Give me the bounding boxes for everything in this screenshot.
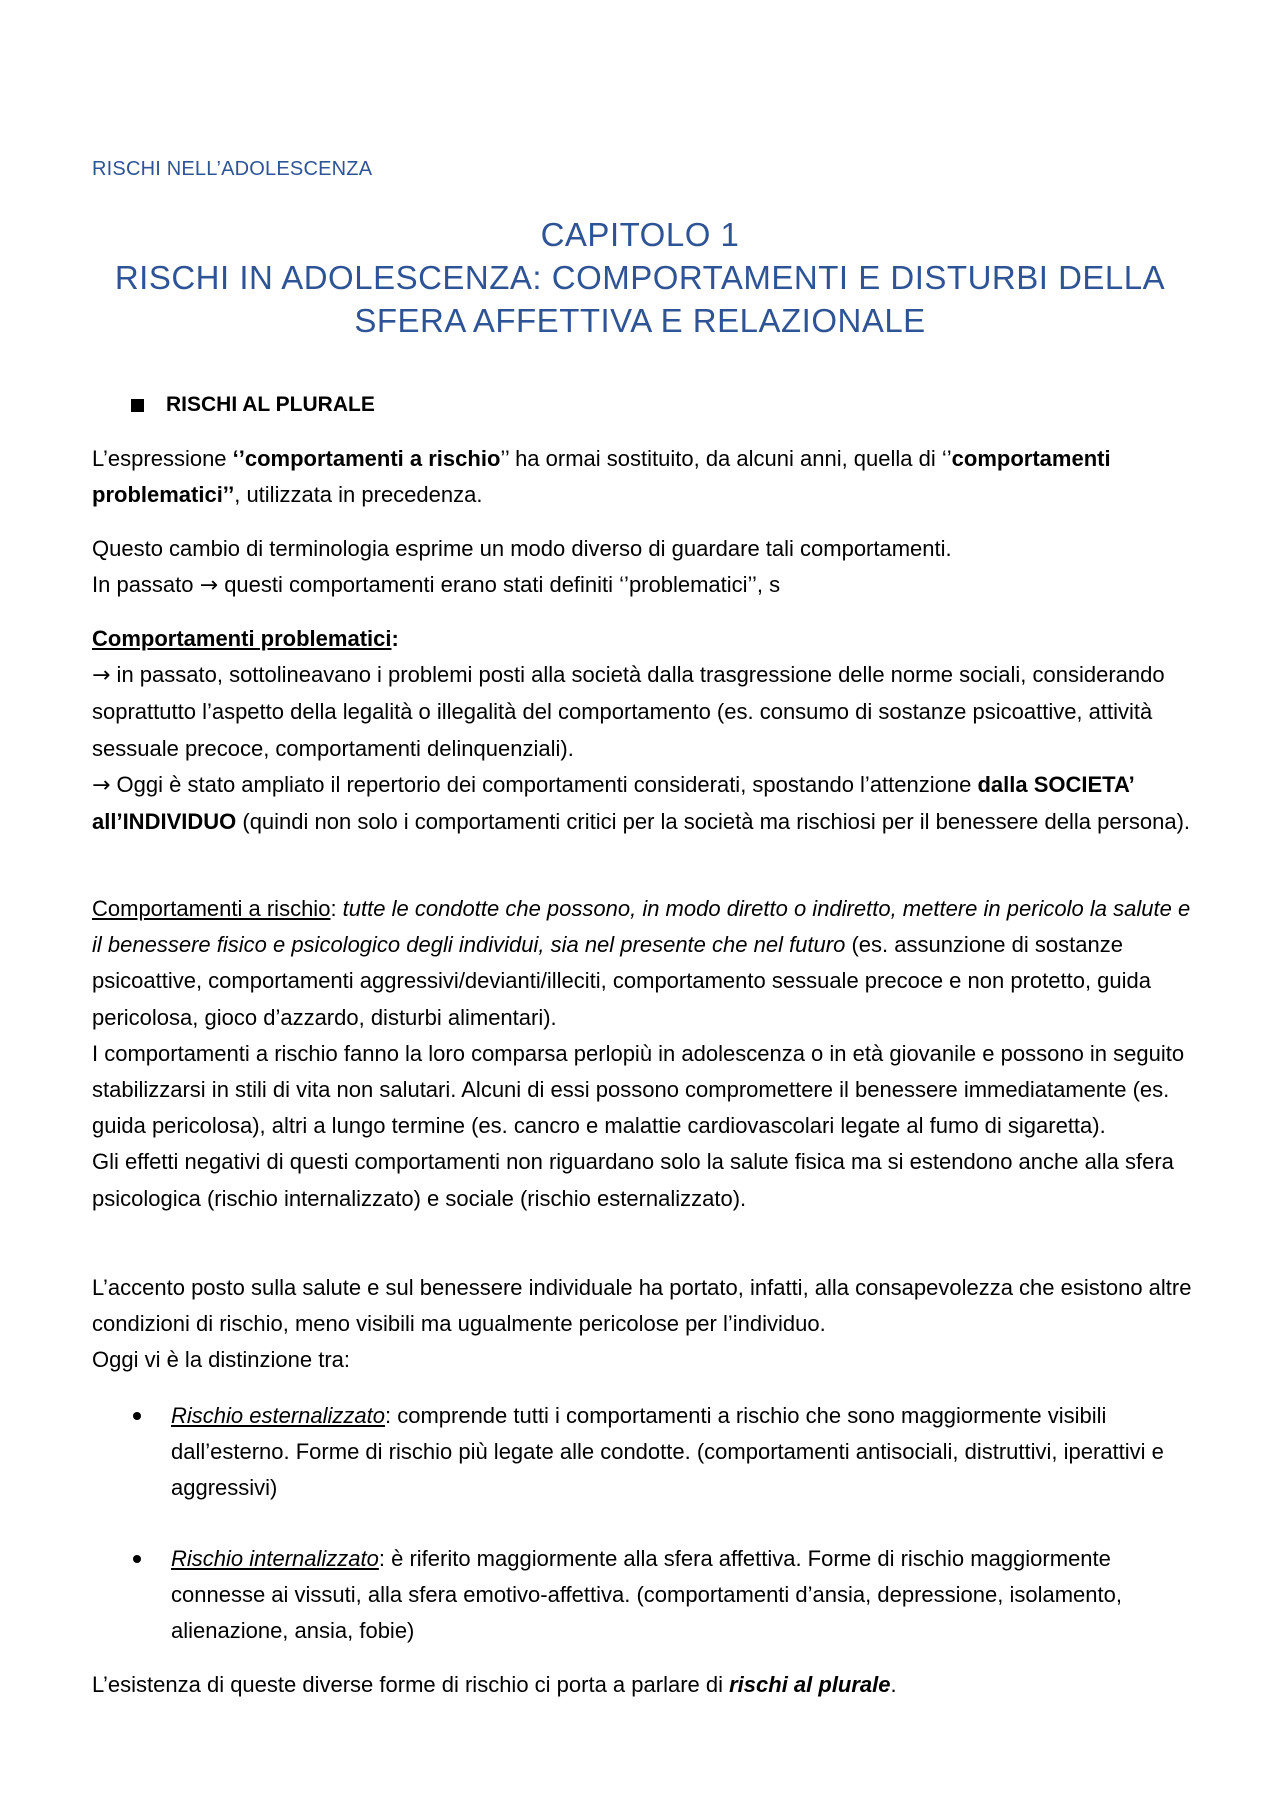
chapter-number: CAPITOLO 1 bbox=[540, 216, 740, 253]
p5-sentence-2: Oggi vi è la distinzione tra: bbox=[92, 1347, 351, 1373]
bullet-list-item-2 bbox=[131, 1541, 1196, 1650]
conclusion-emphasis: rischi al plurale bbox=[729, 1672, 891, 1697]
p1-text-e: , utilizzata in precedenza. bbox=[234, 482, 483, 508]
p4-examples: (es. assunzione di sostanze psicoattive, comportamenti aggressivi/devianti/illeciti, comportamento sessuale precoce e non protetto, guida pericolosa, gioco d’azzardo, disturbi alimentari). bbox=[92, 932, 1151, 1030]
conclusion-period: . bbox=[890, 1672, 897, 1697]
list-item bbox=[131, 1398, 1196, 1507]
p2-line-1: Questo cambio di terminologia esprime un modo diverso di guardare tali comportamenti. bbox=[92, 536, 952, 561]
right-arrow-icon: → bbox=[199, 573, 219, 599]
p1-term-risk: ‘’comportamenti a rischio bbox=[232, 446, 501, 471]
p3-text-2a: Oggi è stato ampliato il repertorio dei comportamenti considerati, spostando l’attenzione bbox=[110, 771, 978, 797]
bullet-dot-icon bbox=[131, 1541, 171, 1650]
p4-sentence-3: Gli effetti negativi di questi comportamenti non riguardano solo la salute fisica ma si estendono anche alla sfera psicologica (rischio internalizzato) e sociale (rischio esternalizzato). bbox=[92, 1149, 1174, 1211]
p2-line-2-a: In passato bbox=[92, 572, 200, 598]
paragraph-intro bbox=[92, 441, 1192, 513]
p4-title: Comportamenti a rischio bbox=[92, 896, 331, 921]
paragraph-awareness bbox=[92, 1270, 1192, 1379]
chapter-title bbox=[92, 213, 1188, 342]
p3-colon: : bbox=[391, 626, 399, 651]
p3-text-1: in passato, sottolineavano i problemi posti alla società dalla trasgressione delle norme sociali, considerando soprattutto l’aspetto della legalità o illegalità del comportamento (es. consumo di sostanze psicoattive, attività sessuale precoce, comportamenti delinquenziali). bbox=[92, 662, 1165, 761]
p1-text-a: L’espressione bbox=[92, 446, 233, 471]
paragraph-terminology bbox=[92, 531, 1192, 604]
bullet-term: Rischio internalizzato bbox=[171, 1546, 379, 1571]
list-item bbox=[131, 1541, 1196, 1650]
p3-title: Comportamenti problematici bbox=[92, 626, 392, 651]
paragraph-risk-behaviours bbox=[92, 891, 1192, 1217]
p1-term-problematic: comportamenti problematici’’ bbox=[92, 446, 1111, 508]
square-bullet-icon bbox=[131, 399, 144, 412]
bullet-text: : comprende tutti i comportamenti a rischio che sono maggiormente visibili dall’esterno. Forme di rischio più legate alle condotte. (comportamenti antisociali, distruttivi, iperattivi e aggressivi) bbox=[171, 1403, 1164, 1501]
p4-sentence-2: I comportamenti a rischio fanno la loro comparsa perlopiù in adolescenza o in età giovanile e possono in seguito stabilizzarsi in stili di vita non salutari. Alcuni di essi possono compromettere il benessere immediatamente (es. guida pericolosa), altri a lungo termine (es. cancro e malattie cardiovascolari legate al fumo di sigaretta). bbox=[92, 1040, 1185, 1139]
running-header: RISCHI NELL’ADOLESCENZA bbox=[92, 158, 373, 180]
p1-text-c: ’’ ha ormai sostituito, da alcuni anni, quella di ‘’ bbox=[500, 446, 952, 471]
p2-line-2-b: questi comportamenti erano stati definiti ‘’problematici’’, s bbox=[218, 572, 781, 598]
section-heading-text: RISCHI AL PLURALE bbox=[166, 393, 375, 416]
p3-emphasis: dalla SOCIETA’ all’INDIVIDUO bbox=[92, 771, 1134, 835]
right-arrow-icon: → bbox=[92, 663, 111, 689]
paragraph-problematic bbox=[92, 621, 1192, 840]
chapter-title-line-1: RISCHI IN ADOLESCENZA: COMPORTAMENTI E DISTURBI DELLA bbox=[114, 259, 1166, 296]
bullet-dot-icon bbox=[131, 1398, 171, 1507]
p5-sentence-1: L’accento posto sulla salute e sul benessere individuale ha portato, infatti, alla consapevolezza che esistono altre condizioni di rischio, meno visibili ma ugualmente pericolose per l’individuo. bbox=[92, 1275, 1192, 1337]
bullet-term: Rischio esternalizzato bbox=[171, 1403, 385, 1428]
chapter-title-line-2: SFERA AFFETTIVA E RELAZIONALE bbox=[354, 302, 926, 339]
p4-colon: : bbox=[330, 896, 343, 921]
right-arrow-icon: → bbox=[92, 772, 111, 798]
p4-definition: tutte le condotte che possono, in modo diretto o indiretto, mettere in pericolo la salute e il benessere fisico e psicologico degli individui, sia nel presente che nel futuro bbox=[92, 896, 1191, 958]
section-heading bbox=[131, 393, 375, 417]
paragraph-conclusion bbox=[92, 1667, 1192, 1703]
conclusion-text: L’esistenza di queste diverse forme di rischio ci porta a parlare di bbox=[92, 1672, 730, 1697]
bullet-text: : è riferito maggiormente alla sfera affettiva. Forme di rischio maggiormente connesse ai vissuti, alla sfera emotivo-affettiva. (comportamenti d’ansia, depressione, isolamento, alienazione, ansia, fobie) bbox=[171, 1546, 1122, 1644]
bullet-list-item-1 bbox=[131, 1398, 1196, 1507]
p3-text-2c: (quindi non solo i comportamenti critici per la società ma rischiosi per il benessere della persona). bbox=[236, 809, 1191, 835]
